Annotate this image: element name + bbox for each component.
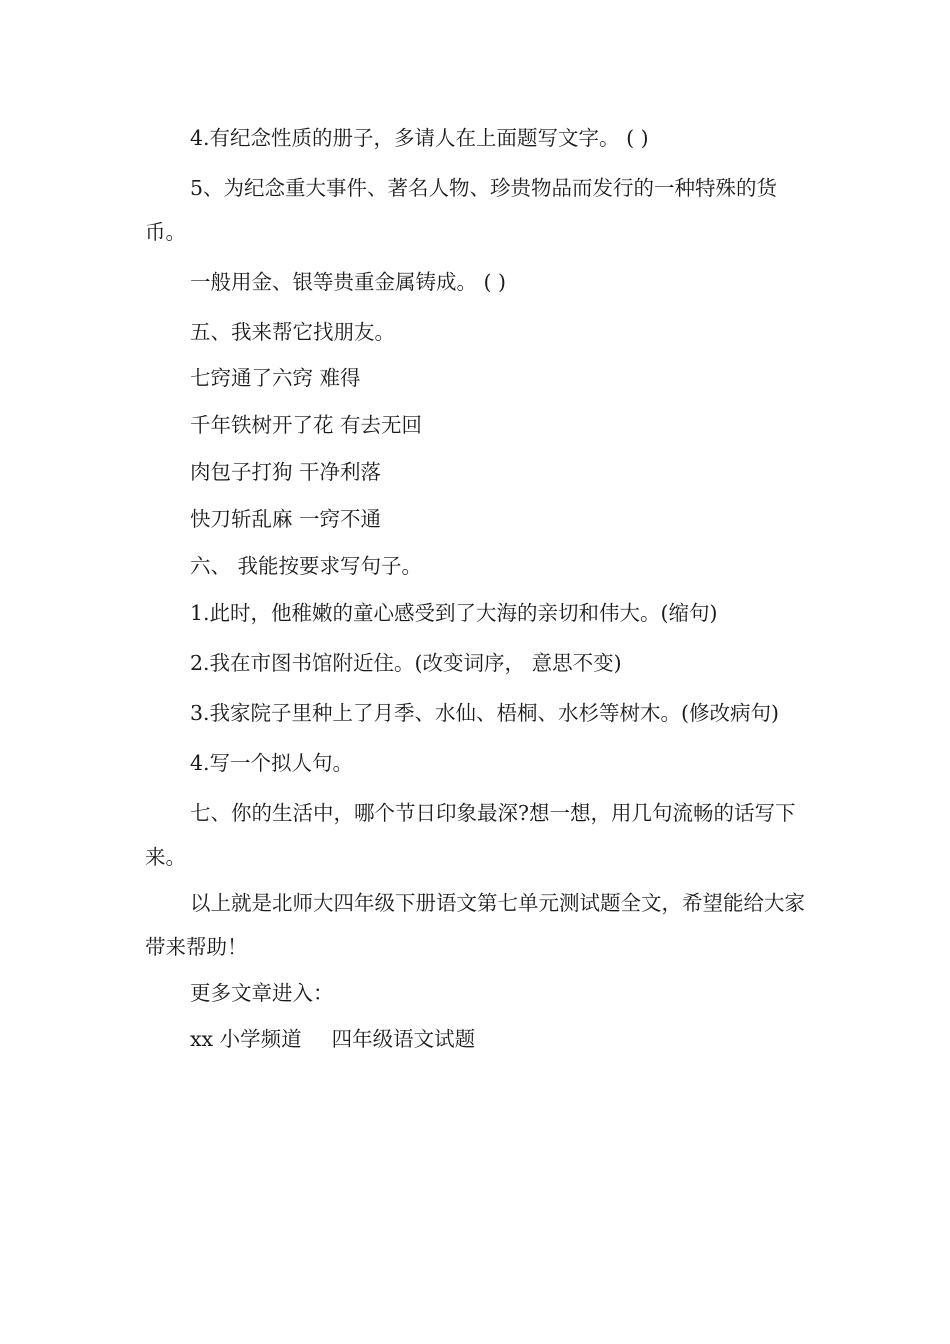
match-item-4: 快刀斩乱麻 一窍不通 [190,507,382,531]
document-body [145,116,810,1061]
sentence-task-4: 4.写一个拟人句。 [190,751,354,775]
more-articles-label: 更多文章进入： [190,981,334,1005]
closing-paragraph: 以上就是北师大四年级下册语文第七单元测试题全文，希望能给大家带来帮助！ [145,891,805,959]
section-6-heading: 六、 我能按要求写句子。 [190,554,423,578]
link-grade4-chinese-tests[interactable]: 四年级语文试题 [331,1027,476,1051]
question-4: 4.有纪念性质的册子，多请人在上面题写文字。 ( ) [190,126,649,150]
link-primary-school-channel[interactable]: xx 小学频道 [190,1027,302,1051]
question-5-continued: 一般用金、银等贵重金属铸成。 ( ) [190,270,507,294]
section-7-writing-task: 七、你的生活中，哪个节日印象最深?想一想，用几句流畅的话写下来。 [145,801,796,869]
match-item-2: 千年铁树开了花 有去无回 [190,413,423,437]
section-5-heading: 五、我来帮它找朋友。 [190,320,395,344]
related-links [145,1017,810,1061]
match-item-1: 七窍通了六窍 难得 [190,366,361,390]
sentence-task-1: 1.此时，他稚嫩的童心感受到了大海的亲切和伟大。(缩句) [190,601,718,625]
match-item-3: 肉包子打狗 干净利落 [190,460,382,484]
question-5: 5、为纪念重大事件、著名人物、珍贵物品而发行的一种特殊的货币。 [145,176,778,244]
sentence-task-3: 3.我家院子里种上了月季、水仙、梧桐、水杉等树木。(修改病句) [190,701,780,725]
sentence-task-2: 2.我在市图书馆附近住。(改变词序， 意思不变) [190,651,622,675]
